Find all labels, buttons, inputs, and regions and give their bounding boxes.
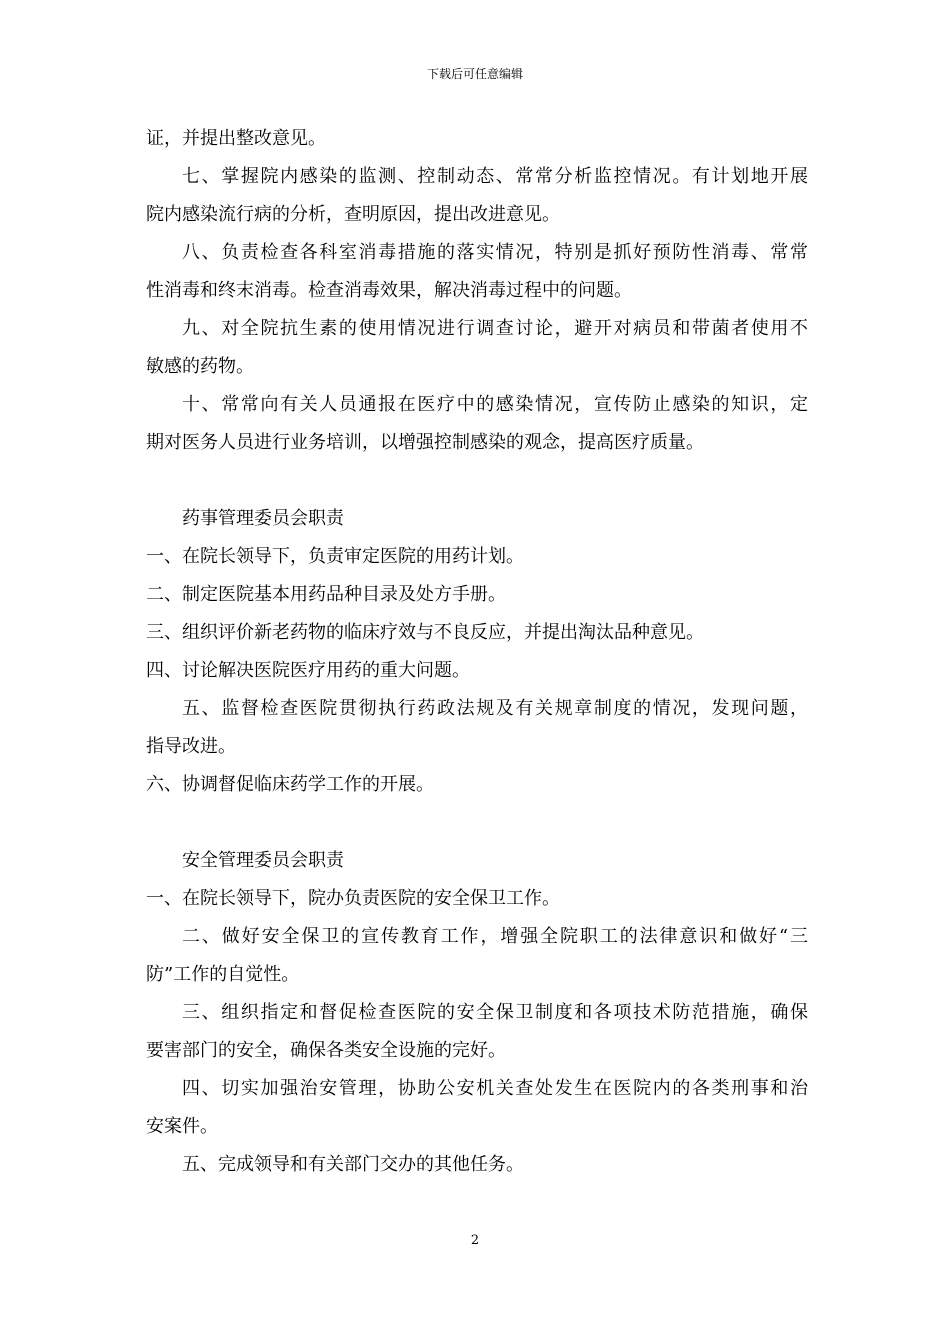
text-line: 六、协调督促临床药学工作的开展。 [146, 774, 434, 795]
text-line: 三、组织指定和督促检查医院的安全保卫制度和各项技术防范措施，确保 [182, 1002, 808, 1023]
paragraph-item-9 [146, 310, 808, 386]
list-item [146, 1070, 808, 1146]
paragraph-item-8 [146, 234, 808, 310]
text-line: 二、做好安全保卫的宣传教育工作，增强全院职工的法律意识和做好“三 [182, 926, 808, 947]
text-line: 敏感的药物。 [146, 356, 254, 377]
list-item [146, 918, 808, 994]
text-line: 要害部门的安全，确保各类安全设施的完好。 [146, 1040, 506, 1061]
paragraph-continuation [146, 120, 808, 158]
section-spacer [146, 462, 808, 500]
text-line: 证，并提出整改意见。 [146, 128, 326, 149]
list-item [146, 538, 808, 576]
text-line: 五、完成领导和有关部门交办的其他任务。 [182, 1154, 524, 1175]
list-item [146, 652, 808, 690]
paragraph-item-7 [146, 158, 808, 234]
text-line: 八、负责检查各科室消毒措施的落实情况，特别是抓好预防性消毒、常常 [182, 242, 808, 263]
text-line: 二、制定医院基本用药品种目录及处方手册。 [146, 584, 506, 605]
text-line: 七、掌握院内感染的监测、控制动态、常常分析监控情况。有计划地开展 [182, 166, 808, 187]
paragraph-item-10 [146, 386, 808, 462]
document-body [146, 120, 808, 1184]
page-header: 下载后可任意编辑 [426, 67, 523, 81]
list-item [146, 690, 808, 766]
text-line: 九、对全院抗生素的使用情况进行调查讨论，避开对病员和带菌者使用不 [182, 318, 808, 339]
page-number: 2 [470, 1233, 480, 1248]
text-line: 三、组织评价新老药物的临床疗效与不良反应，并提出淘汰品种意见。 [146, 622, 704, 643]
text-line: 五、监督检查医院贯彻执行药政法规及有关规章制度的情况，发现问题， [182, 698, 808, 719]
text-line: 四、讨论解决医院医疗用药的重大问题。 [146, 660, 470, 681]
text-line: 性消毒和终末消毒。检查消毒效果，解决消毒过程中的问题。 [146, 280, 632, 301]
text-line: 一、在院长领导下，负责审定医院的用药计划。 [146, 546, 524, 567]
section-title-pharmacy: 药事管理委员会职责 [182, 508, 344, 529]
text-line: 指导改进。 [146, 736, 236, 757]
text-line: 安案件。 [146, 1116, 218, 1137]
text-line: 十、常常向有关人员通报在医疗中的感染情况，宣传防止感染的知识，定 [182, 394, 808, 415]
list-item [146, 880, 808, 918]
text-line: 四、切实加强治安管理，协助公安机关查处发生在医院内的各类刑事和治 [182, 1078, 808, 1099]
section-spacer [146, 804, 808, 842]
list-item [146, 766, 808, 804]
list-item [146, 614, 808, 652]
list-item [146, 576, 808, 614]
text-line: 一、在院长领导下，院办负责医院的安全保卫工作。 [146, 888, 560, 909]
list-item [146, 1146, 808, 1184]
text-line: 期对医务人员进行业务培训，以增强控制感染的观念，提高医疗质量。 [146, 432, 704, 453]
section-title-safety: 安全管理委员会职责 [182, 850, 344, 871]
text-line: 院内感染流行病的分析，查明原因，提出改进意见。 [146, 204, 560, 225]
text-line: 防”工作的自觉性。 [146, 964, 300, 985]
list-item [146, 994, 808, 1070]
